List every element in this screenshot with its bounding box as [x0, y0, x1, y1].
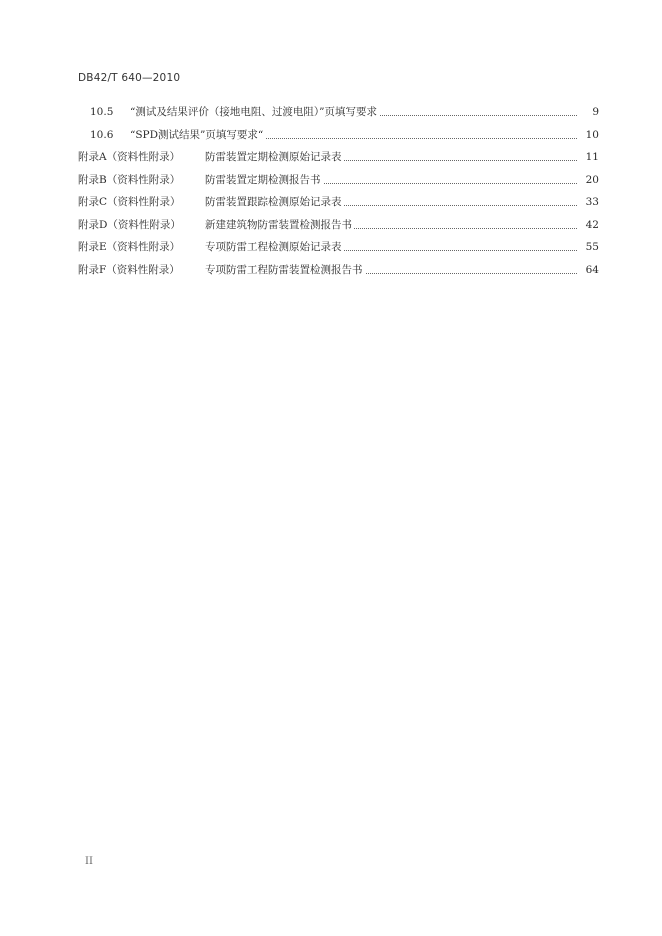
page-number: 20: [577, 169, 599, 192]
page-number: 10: [577, 124, 599, 147]
appendix-tag: 附录B（资料性附录）: [78, 169, 180, 192]
page-number: 42: [577, 214, 599, 237]
appendix-title: 防雷装置跟踪检测原始记录表: [205, 191, 344, 214]
appendix-title: 防雷装置定期检测报告书: [205, 169, 323, 192]
page-number: 33: [577, 191, 599, 214]
toc-entry-appendix-e[interactable]: [78, 236, 599, 259]
page-number: 11: [577, 146, 599, 169]
document-id: DB42/T 640—2010: [78, 72, 181, 84]
appendix-title: 专项防雷工程防雷装置检测报告书: [205, 259, 365, 282]
page-folio: II: [85, 856, 93, 867]
section-title: “测试及结果评价（接地电阻、过渡电阻）”页填写要求: [130, 101, 379, 124]
appendix-title: 防雷装置定期检测原始记录表: [205, 146, 344, 169]
section-number: 10.5: [90, 106, 114, 118]
section-number: 10.6: [90, 128, 114, 141]
page-number: 55: [577, 236, 599, 259]
appendix-tag: 附录D（资料性附录）: [78, 214, 181, 237]
section-title: “SPD测试结果”页填写要求“: [130, 124, 265, 147]
toc-entry-appendix-f[interactable]: [78, 259, 599, 282]
appendix-title: 专项防雷工程检测原始记录表: [205, 236, 344, 259]
appendix-tag: 附录F（资料性附录）: [78, 259, 180, 282]
appendix-title: 新建建筑物防雷装置检测报告书: [205, 214, 354, 237]
toc-entry-10-6[interactable]: [78, 124, 599, 147]
toc-entry-appendix-d[interactable]: [78, 214, 599, 237]
appendix-tag: 附录A（资料性附录）: [78, 146, 180, 169]
page-number: 9: [577, 101, 599, 124]
toc-entry-appendix-c[interactable]: [78, 191, 599, 214]
table-of-contents: [78, 101, 599, 281]
appendix-tag: 附录C（资料性附录）: [78, 191, 181, 214]
page-number: 64: [577, 259, 599, 282]
toc-entry-appendix-a[interactable]: [78, 146, 599, 169]
appendix-tag: 附录E（资料性附录）: [78, 236, 180, 259]
toc-entry-10-5[interactable]: [78, 101, 599, 124]
toc-entry-appendix-b[interactable]: [78, 169, 599, 192]
